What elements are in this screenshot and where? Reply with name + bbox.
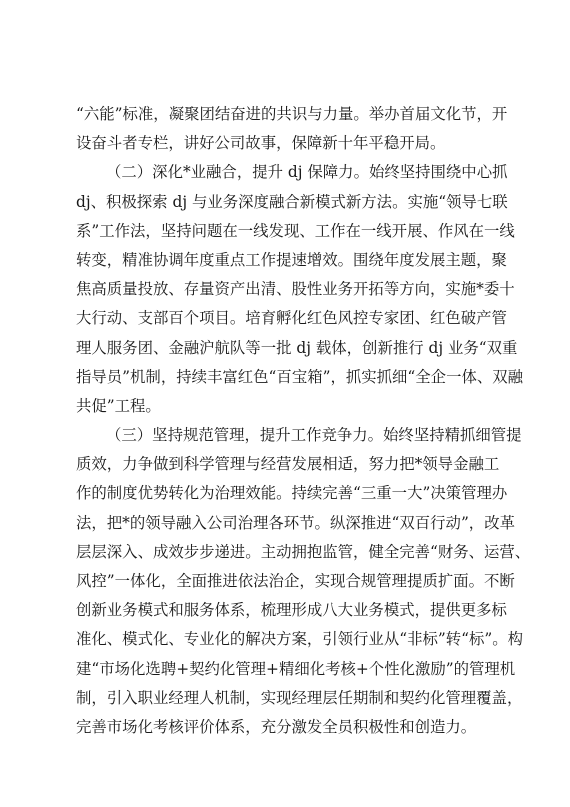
text-line: dj、积极探索 dj 与业务深度融合新模式新方法。实施“领导七联 [76,192,508,211]
text-line: 焦高质量投放、存量资产出清、股性业务开拓等方向，实施*委十 [76,280,515,299]
paragraph-section-two [76,158,524,421]
document-body [76,100,531,742]
text-line: 风控”一体化，全面推进依法治企，实现合规管理提质扩面。不断 [76,572,515,590]
paragraph-cultural-festival [76,100,508,158]
text-line: 建“市场化选聘+契约化管理+精细化考核+个性化激励”的管理机 [76,659,516,678]
text-line: 法，把*的领导融入公司治理各环节。纵深推进“双百行动”，改革 [76,513,515,532]
text-line: 完善市场化考核评价体系，充分激发全员积极性和创造力。 [76,717,477,736]
text-line: 制，引入职业经理人机制，实现经理层任期制和契约化管理覆盖， [76,688,523,707]
text-line: 设奋斗者专栏，讲好公司故事，保障新十年平稳开局。 [76,134,446,153]
text-line: 指导员”机制，持续丰富红色“百宝箱”，抓实抓细“全企一体、双融 [76,367,524,386]
text-line: 理人服务团、金融沪航队等一批 dj 载体，创新推行 dj 业务“双重 [76,338,518,357]
text-line: “六能”标准，凝聚团结奋进的共识与力量。举办首届文化节，开 [76,105,508,123]
text-line: 共促”工程。 [76,396,161,415]
text-line: 作的制度优势转化为治理效能。持续完善“三重一大”决策管理办 [76,484,508,503]
text-line: 创新业务模式和服务体系，梳理形成八大业务模式，提供更多标 [76,601,507,620]
text-line: 大行动、支部百个项目。培育孵化红色风控专家团、红色破产管 [76,309,507,328]
paragraph-section-three [76,421,531,742]
text-line: 层层深入、成效步步递进。主动拥抱监管，健全完善“财务、运营、 [76,542,531,561]
section-heading-line: （二）深化*业融合，提升 dj 保障力。始终坚持围绕中心抓 [106,163,508,182]
section-heading-line: （三）坚持规范管理，提升工作竞争力。始终坚持精抓细管提 [106,426,522,445]
text-line: 准化、模式化、专业化的解决方案，引领行业从“非标”转“标”。构 [76,630,524,649]
text-line: 质效，力争做到科学管理与经营发展相适，努力把*领导金融工 [76,455,500,474]
text-line: 系”工作法，坚持问题在一线发现、工作在一线开展、作风在一线 [76,221,515,240]
text-line: 转变，精准协调年度重点工作提速增效。围绕年度发展主题，聚 [76,250,507,269]
